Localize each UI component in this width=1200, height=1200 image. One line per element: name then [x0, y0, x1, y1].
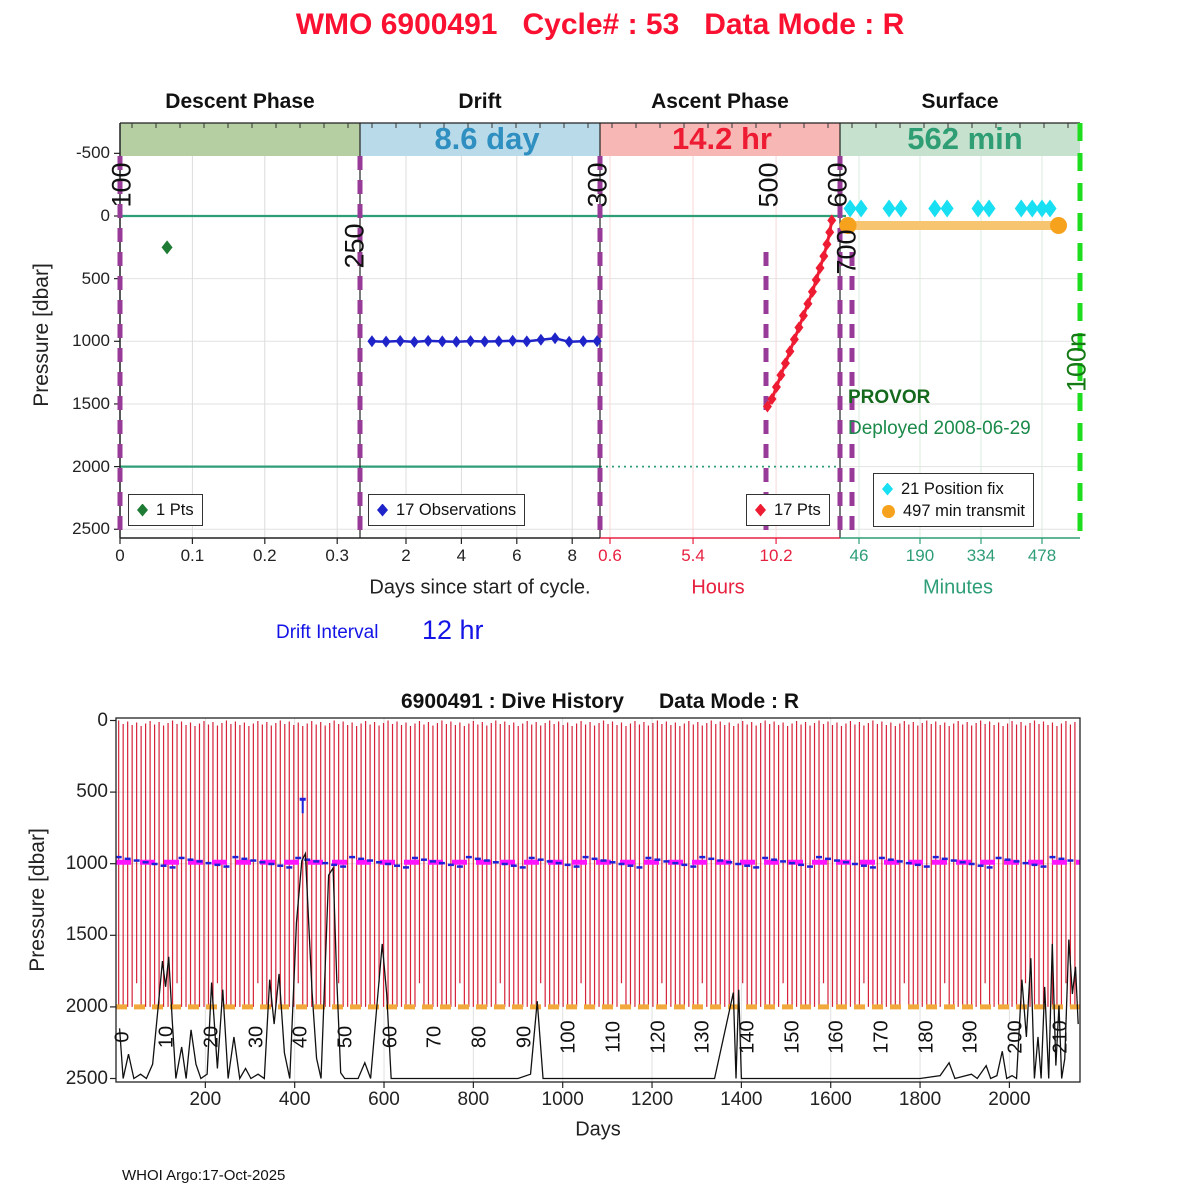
bottom-x-tick-label: 1800: [898, 1089, 942, 1110]
drift-point: [536, 334, 545, 346]
drift-point: [367, 335, 376, 347]
transmit-bar: [848, 221, 1059, 230]
descent-point: [162, 240, 173, 254]
bottom-y-tick-label: 1000: [65, 852, 108, 874]
x-tick-minutes: 46: [849, 546, 869, 565]
cycle-number-label: 150: [781, 1020, 804, 1054]
drift-point: [424, 335, 433, 347]
ascent-point: [822, 238, 831, 250]
minutes-axis-label: Minutes: [922, 576, 994, 599]
event-label-100: 100: [106, 162, 137, 208]
phase-name-1: Drift: [458, 90, 502, 113]
phase-duration-1: 8.6 day: [434, 121, 540, 156]
phase-duration-2: 14.2 hr: [672, 121, 772, 156]
phase-name-3: Surface: [921, 90, 999, 113]
x-tick-days: 4: [456, 546, 467, 565]
event-label-500: 500: [753, 162, 784, 208]
drift-interval-label: Drift Interval: [276, 622, 379, 643]
legend-drift: [368, 494, 525, 526]
bottom-y-tick-label: 2500: [65, 1067, 108, 1089]
cycle-number-label: 190: [959, 1020, 982, 1054]
bottom-y-tick-label: 2000: [65, 995, 108, 1017]
bottom-x-axis-label: Days: [575, 1118, 621, 1141]
drift-point: [522, 335, 531, 347]
x-tick-days: 0.1: [180, 546, 205, 565]
bottom-x-tick-label: 1600: [809, 1089, 852, 1110]
cycle-number-label: 70: [423, 1025, 446, 1049]
x-tick-hours: 10.2: [759, 546, 793, 565]
deployed-date-label: Deployed 2008-06-29: [848, 418, 1031, 439]
cycle-number-label: 110: [602, 1021, 625, 1053]
legend-ascent: [746, 494, 830, 526]
cycle-number-label: 80: [468, 1025, 491, 1049]
transmit-end-marker: [1050, 217, 1067, 234]
top-y-tick-label: 500: [81, 268, 110, 288]
float-model-label: PROVOR: [848, 387, 931, 408]
cycle-number-label: 90: [513, 1025, 536, 1049]
top-y-tick-label: 0: [100, 206, 110, 225]
ascent-point: [812, 274, 821, 286]
bottom-chart-title: 6900491 : Dive History Data Mode : R: [401, 690, 799, 713]
top-y-tick-label: 1500: [72, 393, 110, 413]
drift-point: [382, 336, 391, 348]
ascent-line: [767, 220, 831, 406]
x-tick-hours: 5.4: [681, 546, 705, 565]
bottom-x-tick-label: 600: [368, 1089, 400, 1110]
bottom-x-tick-label: 1200: [630, 1089, 674, 1110]
ascent-point: [819, 250, 828, 262]
drift-point: [480, 336, 489, 348]
legend-drift-label: 17 Observations: [396, 500, 517, 519]
x-tick-hours: 0.6: [598, 546, 622, 565]
blue-diamond-icon: [377, 504, 388, 517]
top-y-tick-label: 1000: [72, 331, 110, 351]
legend-transmit-label: 497 min transmit: [903, 501, 1025, 520]
top-chart-title: WMO 6900491 Cycle# : 53 Data Mode : R: [295, 8, 905, 41]
x-tick-minutes: 334: [966, 546, 996, 565]
phase-duration-3: 562 min: [907, 121, 1023, 156]
cycle-number-label: 40: [289, 1025, 312, 1049]
phase-name-0: Descent Phase: [165, 90, 315, 113]
drift-point: [410, 336, 419, 348]
x-tick-minutes: 478: [1027, 546, 1057, 565]
top-y-tick-label: 2500: [72, 519, 110, 539]
drift-point: [494, 335, 503, 347]
bottom-x-tick-label: 1400: [720, 1089, 763, 1110]
bottom-x-tick-label: 400: [278, 1089, 311, 1110]
cycle-number-label: 200: [1004, 1020, 1027, 1054]
drift-point: [452, 336, 461, 348]
days-axis-label: Days since start of cycle.: [369, 576, 591, 599]
x-tick-days: 6: [512, 546, 522, 565]
bottom-y-tick-label: 1500: [65, 924, 108, 946]
top-y-axis-label: Pressure [dbar]: [30, 263, 53, 407]
x-tick-days: 0.2: [252, 546, 277, 565]
drift-point: [508, 335, 517, 347]
drift-point: [466, 335, 475, 347]
top-y-tick-label: 2000: [72, 456, 110, 476]
event-label-600: 600: [822, 162, 853, 208]
cycle-number-label: 160: [825, 1020, 848, 1054]
event-label-250: 250: [339, 223, 370, 269]
bottom-x-tick-label: 800: [457, 1089, 490, 1110]
footer-credit: WHOI Argo:17-Oct-2025: [122, 1167, 286, 1184]
cycle-number-label: 0: [111, 1031, 134, 1043]
event-label-300: 300: [582, 162, 613, 208]
position-fix-marker: [983, 199, 996, 217]
green-diamond-icon: [137, 504, 148, 517]
position-fix-marker: [894, 199, 907, 217]
drift-interval-value: 12 hr: [422, 615, 484, 645]
bottom-x-tick-label: 200: [189, 1089, 222, 1110]
cycle-number-label: 50: [334, 1025, 357, 1049]
orange-circle-icon: [882, 505, 895, 518]
cycle-number-label: 100: [557, 1020, 580, 1054]
x-tick-minutes: 190: [905, 546, 935, 565]
red-diamond-icon: [755, 504, 766, 517]
drift-point: [551, 332, 560, 344]
legend-ascent-label: 17 Pts: [774, 500, 821, 519]
cycle-number-label: 210: [1049, 1020, 1072, 1054]
position-fix-marker: [941, 199, 954, 217]
legend-fix-label: 21 Position fix: [901, 479, 1004, 498]
bottom-x-tick-label: 1000: [541, 1089, 584, 1110]
position-fix-marker: [928, 199, 941, 217]
cycle-number-label: 60: [379, 1025, 402, 1049]
x-tick-days: 0: [115, 546, 125, 565]
position-fix-marker: [883, 199, 896, 217]
cycle-number-label: 130: [691, 1020, 714, 1054]
bottom-x-tick-label: 2000: [988, 1089, 1031, 1110]
cycle-number-label: 170: [870, 1020, 893, 1054]
position-fix-marker: [1044, 199, 1057, 217]
cycle-number-label: 180: [915, 1020, 938, 1054]
drift-point: [438, 335, 447, 347]
phase-name-2: Ascent Phase: [651, 90, 789, 113]
legend-descent: [128, 494, 203, 526]
cyan-diamond-icon: [882, 483, 893, 496]
top-y-tick-label: -500: [75, 143, 110, 163]
legend-descent-label: 1 Pts: [156, 500, 194, 519]
drift-point: [396, 335, 405, 347]
event-label-700: 700: [831, 229, 862, 275]
cycle-number-label: 20: [200, 1025, 223, 1049]
ascent-point: [816, 262, 825, 274]
drift-point: [579, 335, 588, 347]
x-tick-days: 8: [567, 546, 577, 565]
legend-surface: [873, 473, 1034, 527]
bottom-y-tick-label: 500: [76, 781, 108, 803]
x-tick-days: 2: [401, 546, 411, 565]
hours-axis-label: Hours: [691, 576, 745, 599]
bottom-y-tick-label: 0: [97, 709, 108, 731]
cycle-number-label: 140: [736, 1020, 759, 1054]
green-event-label: 100n: [1061, 331, 1092, 393]
cycle-number-label: 30: [245, 1025, 268, 1049]
bottom-y-axis-label: Pressure [dbar]: [26, 828, 49, 972]
cycle-number-label: 120: [647, 1020, 670, 1054]
position-fix-marker: [855, 199, 868, 217]
cycle-number-label: 10: [155, 1025, 178, 1049]
x-tick-days: 0.3: [325, 546, 350, 565]
